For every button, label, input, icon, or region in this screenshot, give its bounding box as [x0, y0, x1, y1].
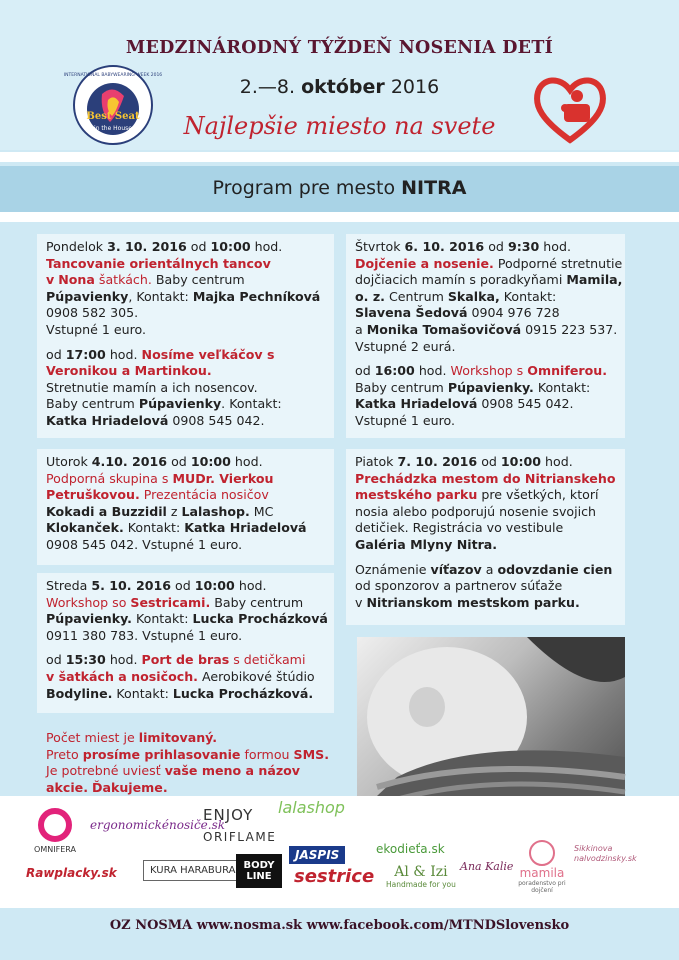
- ekodieta-logo: ekodieťa.sk: [376, 842, 445, 856]
- program-heading: Program pre mesto NITRA: [212, 177, 467, 199]
- kura-harabura-logo: KURA HARABURA: [143, 860, 242, 881]
- friday-card: Piatok 7. 10. 2016 od 10:00 hod. Prechádzka mestom do Nitrianskeho mestského parku pre všetkých, ktorí nosia alebo podporujú nosenie svojich detičiek. Registrácia vo vestibule Galéria Mlyny Nitra. Oznámenie víťazov a odovzdanie cien od sponzorov a partnerov súťaže v Nitrianskom mestskom parku.: [346, 449, 625, 625]
- jaspis-logo: JASPIS: [289, 846, 345, 864]
- wednesday-card: Streda 5. 10. 2016 od 10:00 hod. Workshop so Sestricami. Baby centrum Púpavienky. Kontakt: Lucka Procházková 0911 380 783. Vstupné 1 euro. od 15:30 hod. Port de bras s detičkami v šatkách a nosičoch. Aerobikové štúdio Bodyline. Kontakt: Lucka Procházková.: [37, 573, 334, 713]
- svg-text:INTERNATIONAL BABYWEARING WEEK: INTERNATIONAL BABYWEARING WEEK 2016: [63, 73, 163, 78]
- mamila-logo: mamila poradenstvo pri dojčení: [514, 840, 570, 894]
- rawplacky-logo: Rawplacky.sk: [26, 866, 117, 880]
- enjoy-logo: ENJOY: [203, 806, 254, 824]
- tuesday-card: Utorok 4.10. 2016 od 10:00 hod. Podporná skupina s MUDr. Vierkou Petruškovou. Prezentácia nosičov Kokadi a Buzzidil z Lalashop. MC Klokanček. Kontakt: Katka Hriadelová 0908 545 042. Vstupné 1 euro.: [37, 449, 334, 565]
- sikkinova-logo: Sikkinova nalvodzinsky.sk: [574, 844, 637, 863]
- divider-top: [0, 152, 679, 162]
- mamila-circle-icon: [529, 840, 555, 866]
- baby-in-sling-photo: [357, 637, 625, 815]
- event-title: MEDZINÁRODNÝ TÝŽDEŇ NOSENIA DETÍ: [125, 38, 554, 58]
- footer-links: OZ NOSMA www.nosma.sk www.facebook.com/MTNDSlovensko: [109, 918, 570, 933]
- registration-note: Počet miest je limitovaný. Preto prosíme prihlasovanie formou SMS. Je potrebné uviesť vaše meno a názov akcie. Ďakujeme.: [46, 730, 329, 795]
- event-dates: 2.—8. október 2016: [239, 76, 440, 98]
- lalashop-logo: lalashop: [278, 798, 345, 817]
- sponsors-strip: [0, 796, 679, 908]
- alizi-logo: Al & Izi Handmade for you: [386, 864, 456, 889]
- oriflame-logo: ORIFLAME: [203, 830, 277, 844]
- omnifera-ring-icon: [38, 808, 72, 842]
- svg-text:in the House: in the House: [94, 125, 132, 132]
- divider-bottom: [0, 212, 679, 222]
- thursday-card: Štvrtok 6. 10. 2016 od 9:30 hod. Dojčenie a nosenie. Podporné stretnutie dojčiacich mamín s poradkyňami Mamila, o. z. Centrum Skalka, Kontakt: Slavena Šedová 0904 976 728 a Monika Tomašovičová 0915 223 537. Vstupné 2 eurá. od 16:00 hod. Workshop s Omniferou. Baby centrum Púpavienky. Kontakt: Katka Hriadelová 0908 545 042. Vstupné 1 euro.: [346, 234, 625, 438]
- slogan: Najlepšie miesto na svete: [183, 112, 496, 140]
- svg-text:Best Seat: Best Seat: [86, 111, 140, 122]
- omnifera-logo: OMNIFERA: [30, 808, 80, 854]
- monday-card: Pondelok 3. 10. 2016 od 10:00 hod. Tancovanie orientálnych tancov v Nona šatkách. Baby centrum Púpavienky, Kontakt: Majka Pechníková 0908 582 305. Vstupné 1 euro. od 17:00 hod. Nosíme veľkáčov s Veronikou a Martinkou. Stretnutie mamín a ich nosencov. Baby centrum Púpavienky. Kontakt: Katka Hriadelová 0908 545 042.: [37, 234, 334, 438]
- anakalie-logo: Ana Kalie: [460, 860, 514, 873]
- bodyline-logo: BODY LINE: [236, 854, 282, 888]
- ergonomicke-logo: ergonomickénosiče.sk: [90, 818, 226, 832]
- sestrice-logo: sestrice: [294, 866, 375, 887]
- baby-photo-illustration: [357, 637, 625, 815]
